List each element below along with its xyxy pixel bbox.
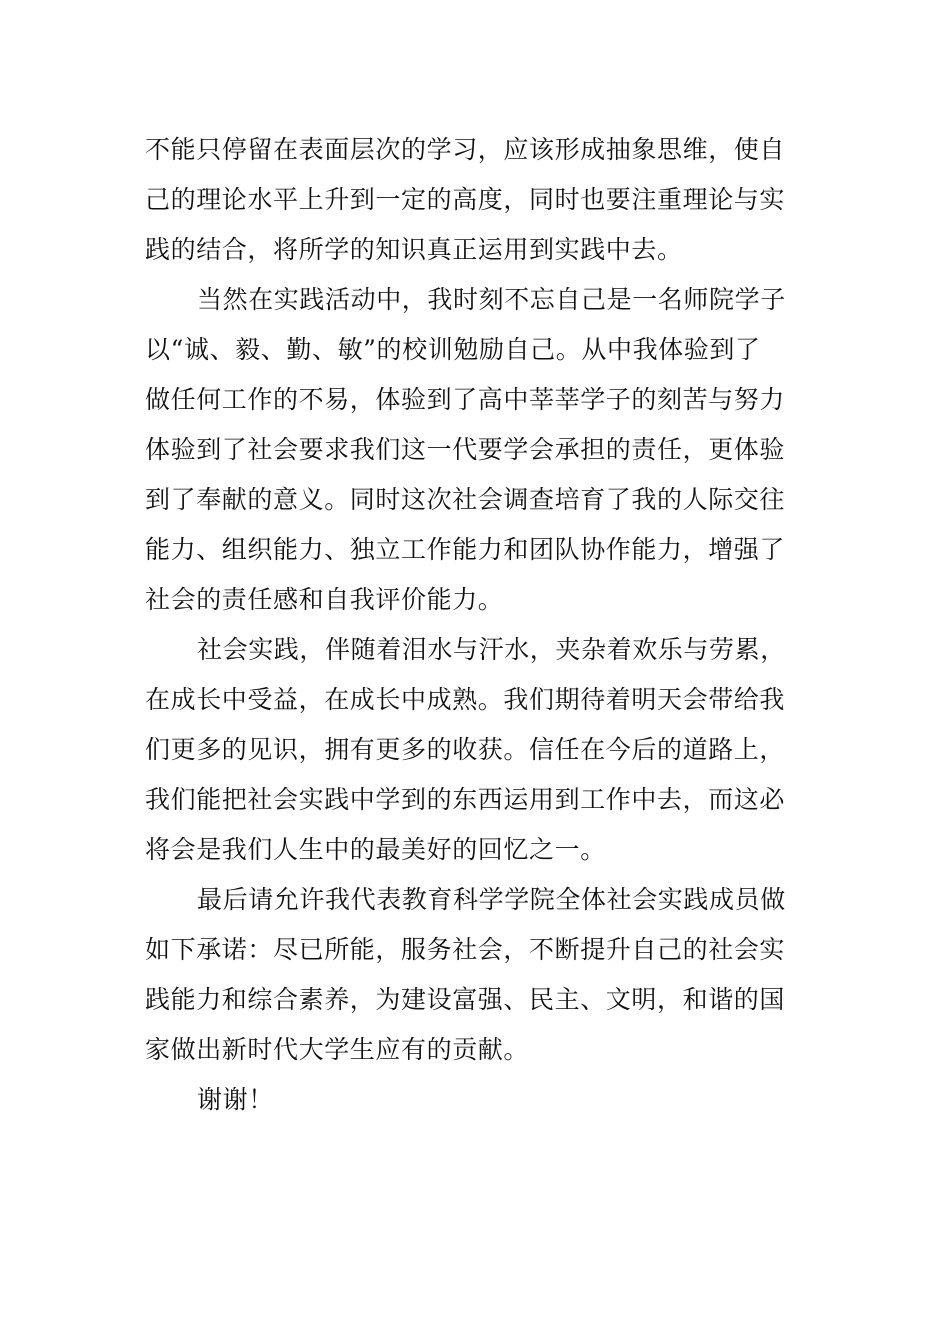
paragraph-line: 社会的责任感和自我评价能力。 (145, 585, 504, 614)
paragraph-4 (145, 875, 809, 1075)
paragraph-line: 在成长中受益，在成长中成熟。我们期待着明天会带给我 (145, 685, 786, 714)
paragraph-line: 社会实践，伴随着泪水与汗水，夹杂着欢乐与劳累， (197, 635, 786, 664)
paragraph-line: 能力、组织能力、独立工作能力和团队协作能力，增强了 (145, 535, 786, 564)
paragraph-1 (145, 125, 809, 275)
paragraph-3 (145, 625, 809, 875)
document-body (145, 125, 809, 1125)
paragraph-line: 践的结合，将所学的知识真正运用到实践中去。 (145, 235, 683, 264)
paragraph-line: 到了奉献的意义。同时这次社会调查培育了我的人际交往 (145, 485, 786, 514)
paragraph-line: 我们能把社会实践中学到的东西运用到工作中去，而这必 (145, 785, 786, 814)
paragraph-line: 做任何工作的不易，体验到了高中莘莘学子的刻苦与努力 (145, 385, 786, 414)
closing-line: 谢谢！ (197, 1085, 274, 1114)
paragraph-2 (145, 275, 809, 625)
paragraph-line: 不能只停留在表面层次的学习，应该形成抽象思维，使自 (145, 135, 786, 164)
paragraph-line: 以“诚、毅、勤、敏”的校训勉励自己。从中我体验到了 (145, 335, 761, 364)
paragraph-line: 们更多的见识，拥有更多的收获。信任在今后的道路上， (145, 735, 786, 764)
paragraph-line: 如下承诺：尽已所能，服务社会，不断提升自己的社会实 (145, 935, 786, 964)
paragraph-line: 将会是我们人生中的最美好的回忆之一。 (145, 835, 606, 864)
paragraph-line: 最后请允许我代表教育科学学院全体社会实践成员做 (197, 885, 786, 914)
paragraph-line: 体验到了社会要求我们这一代要学会承担的责任，更体验 (145, 435, 786, 464)
paragraph-line: 当然在实践活动中，我时刻不忘自己是一名师院学子 (197, 285, 786, 314)
paragraph-closing (145, 1075, 809, 1125)
paragraph-line: 践能力和综合素养，为建设富强、民主、文明，和谐的国 (145, 985, 786, 1014)
paragraph-line: 己的理论水平上升到一定的高度，同时也要注重理论与实 (145, 185, 786, 214)
paragraph-line: 家做出新时代大学生应有的贡献。 (145, 1035, 530, 1064)
